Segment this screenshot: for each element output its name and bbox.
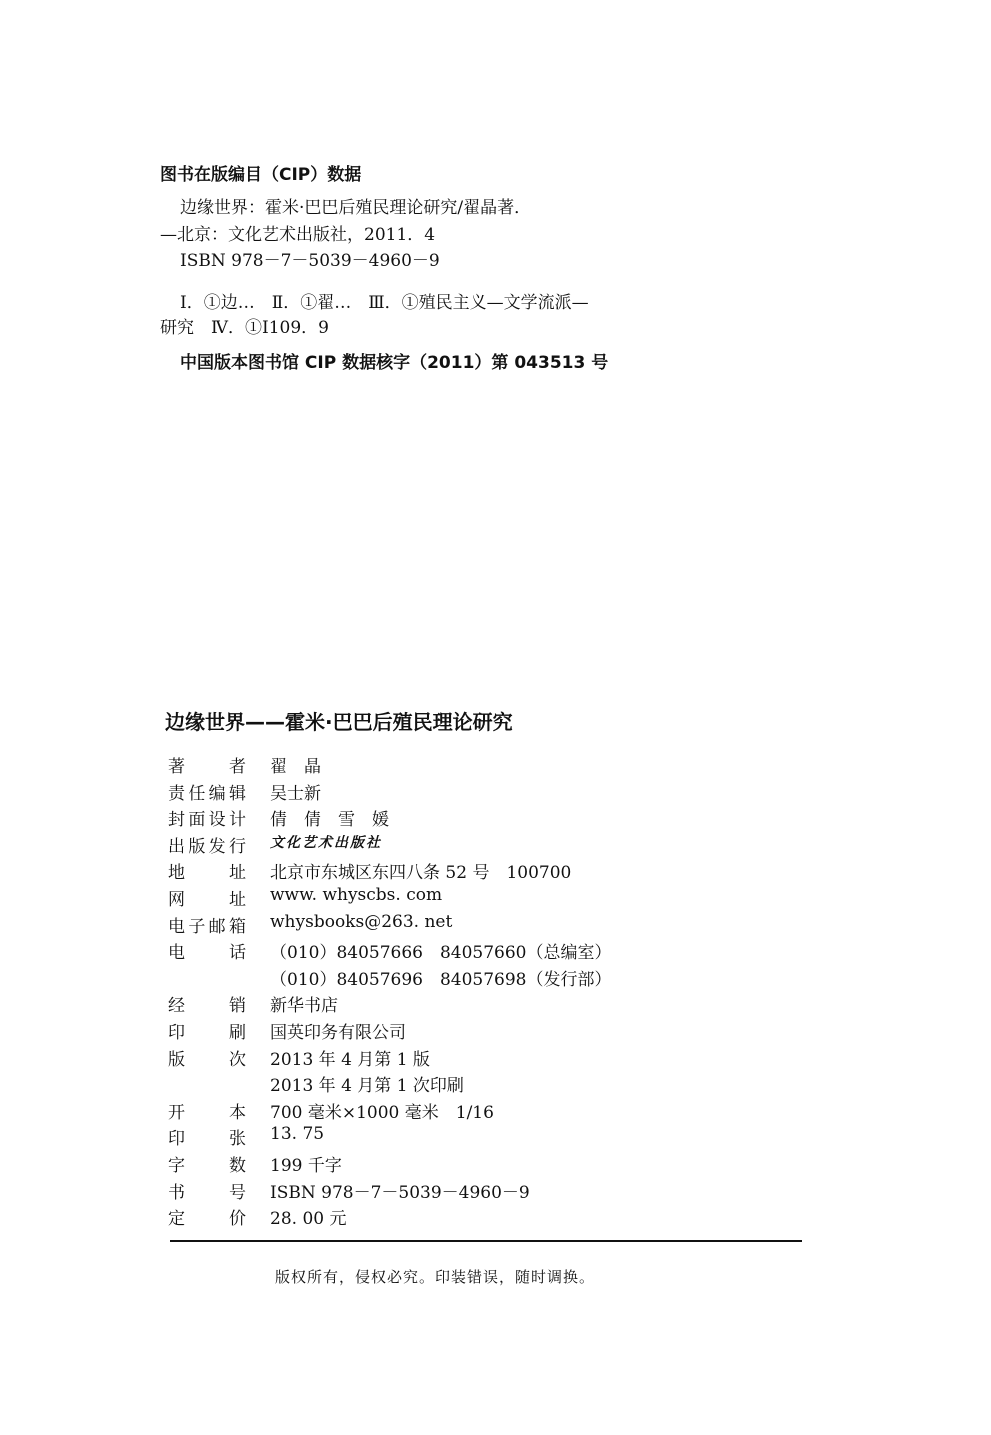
detail-label-char: 本	[229, 1102, 246, 1123]
detail-value: 国英印务有限公司	[270, 1022, 406, 1043]
detail-label-char: 电	[168, 943, 185, 964]
detail-label-char: 次	[229, 1049, 246, 1070]
cip-line-4: Ⅰ．①边… Ⅱ．①翟… Ⅲ．①殖民主义—文学流派—	[180, 293, 589, 313]
detail-label-char: 刷	[229, 1022, 246, 1043]
detail-value: （010）84057666 84057660（总编室）	[270, 943, 612, 964]
detail-label-char: 址	[229, 863, 246, 884]
cip-line-2: —北京：文化艺术出版社，2011．4	[160, 225, 436, 245]
detail-label-char: 辑	[228, 783, 246, 804]
detail-row	[168, 912, 648, 939]
detail-label-char: 行	[228, 836, 246, 857]
detail-label	[168, 991, 246, 1016]
detail-label	[168, 779, 246, 804]
detail-label	[168, 805, 246, 830]
detail-label-char: 任	[188, 783, 206, 804]
detail-label	[168, 1124, 246, 1149]
detail-label	[168, 1018, 246, 1043]
detail-value: 199 千字	[270, 1155, 342, 1176]
detail-label-char: 计	[228, 810, 246, 831]
detail-label-char: 出	[168, 836, 185, 857]
detail-value: 新华书店	[270, 996, 338, 1017]
detail-label-char: 字	[168, 1155, 185, 1176]
detail-label	[168, 1151, 246, 1176]
detail-row	[168, 1098, 648, 1125]
detail-label-char: 发	[208, 836, 226, 857]
detail-label-char: 书	[168, 1182, 185, 1203]
detail-value: （010）84057696 84057698（发行部）	[270, 969, 612, 990]
detail-label-char: 销	[229, 996, 246, 1017]
detail-row	[168, 1071, 648, 1098]
detail-label-char: 印	[168, 1129, 185, 1150]
detail-label-char: 版	[168, 1049, 185, 1070]
detail-label	[168, 912, 246, 937]
detail-label-char: 责	[168, 783, 185, 804]
detail-label	[168, 1178, 246, 1203]
detail-label-char: 地	[168, 863, 185, 884]
detail-row	[168, 965, 648, 992]
detail-row	[168, 779, 648, 806]
cip-line-1: 边缘世界：霍米·巴巴后殖民理论研究/翟晶著．	[180, 198, 532, 218]
detail-value: 13. 75	[270, 1124, 325, 1145]
detail-label-char: 者	[229, 757, 246, 777]
detail-label-char: 址	[229, 889, 246, 910]
detail-label-char: 话	[229, 943, 246, 964]
detail-label	[168, 752, 246, 777]
detail-label-char: 设	[208, 810, 226, 831]
detail-value: 2013 年 4 月第 1 版	[270, 1049, 430, 1070]
book-title: 边缘世界——霍米·巴巴后殖民理论研究	[165, 710, 513, 734]
detail-row	[168, 858, 648, 885]
detail-row	[168, 1178, 648, 1205]
detail-label	[168, 858, 246, 883]
detail-row	[168, 1151, 648, 1178]
detail-value: 吴士新	[270, 783, 321, 804]
detail-value: 倩 倩 雪 媛	[270, 810, 389, 831]
detail-label	[168, 832, 246, 857]
detail-label	[168, 885, 246, 910]
publication-details	[168, 752, 648, 1231]
detail-value: www. whyscbs. com	[270, 884, 443, 905]
detail-value: 北京市东城区东四八条 52 号 100700	[270, 863, 572, 884]
detail-row	[168, 752, 648, 779]
detail-value: 翟 晶	[270, 757, 321, 777]
detail-row	[168, 885, 648, 912]
detail-row	[168, 805, 648, 832]
detail-label-char: 价	[229, 1209, 246, 1230]
publisher-logo: 文化艺术出版社	[270, 834, 382, 851]
detail-label-char: 子	[188, 916, 206, 937]
detail-label-char: 封	[168, 810, 185, 831]
detail-label	[168, 1204, 246, 1229]
detail-label-char: 著	[168, 757, 185, 777]
detail-label	[168, 1045, 246, 1070]
detail-label-char: 张	[229, 1129, 246, 1150]
detail-label	[168, 938, 246, 963]
cip-check-number: 中国版本图书馆 CIP 数据核字（2011）第 043513 号	[180, 353, 609, 373]
cip-heading: 图书在版编目（CIP）数据	[160, 165, 362, 185]
detail-value: 2013 年 4 月第 1 次印刷	[270, 1076, 464, 1097]
detail-label-char: 经	[168, 996, 185, 1017]
detail-row	[168, 1124, 648, 1151]
detail-label-char: 定	[168, 1209, 185, 1230]
detail-value: 700 毫米×1000 毫米 1/16	[270, 1102, 494, 1123]
detail-value: 28. 00 元	[270, 1209, 347, 1230]
detail-label-char: 数	[229, 1155, 246, 1176]
detail-label-char: 网	[168, 889, 185, 910]
detail-label-char: 开	[168, 1102, 185, 1123]
detail-row	[168, 1045, 648, 1072]
copyright-notice: 版权所有，侵权必究。印装错误，随时调换。	[275, 1268, 596, 1286]
divider-rule	[170, 1240, 802, 1242]
detail-row	[168, 1204, 648, 1231]
detail-label-char: 版	[188, 836, 206, 857]
detail-label	[168, 1098, 246, 1123]
detail-label-char: 箱	[228, 916, 246, 937]
cip-line-5: 研究 Ⅳ．①I109．9	[160, 318, 329, 338]
detail-row	[168, 991, 648, 1018]
detail-label-char: 印	[168, 1022, 185, 1043]
detail-label-char: 邮	[208, 916, 226, 937]
detail-row	[168, 1018, 648, 1045]
detail-label-char: 电	[168, 916, 185, 937]
detail-row	[168, 938, 648, 965]
detail-row	[168, 832, 648, 859]
detail-value: whysbooks@263. net	[270, 911, 453, 932]
cip-line-3: ISBN 978－7－5039－4960－9	[180, 251, 440, 271]
detail-value: ISBN 978－7－5039－4960－9	[270, 1182, 530, 1203]
detail-label-char: 编	[208, 783, 226, 804]
detail-label-char: 面	[188, 810, 206, 831]
detail-label-char: 号	[229, 1182, 246, 1203]
